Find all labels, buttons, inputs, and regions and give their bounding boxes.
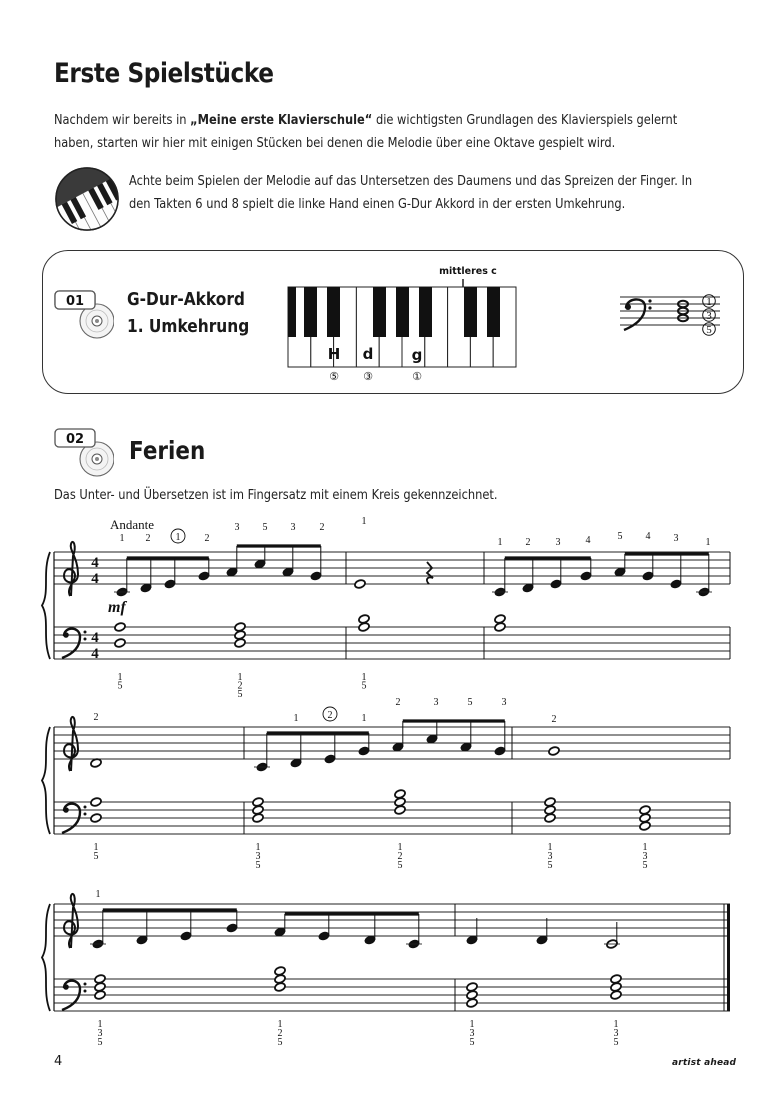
finger-number: 4 (585, 535, 591, 546)
finger-number: 1 (705, 537, 711, 548)
note-head (324, 754, 336, 764)
note-head (466, 982, 478, 992)
finger-number: 1 (706, 296, 712, 308)
time-signature: 4 (91, 555, 99, 571)
chord-title: G-Dur-Akkord (127, 290, 245, 310)
note-head (198, 571, 210, 581)
sheet-music (0, 500, 775, 1055)
finger-number: 5 (361, 680, 367, 692)
finger-number: 2 (525, 537, 531, 548)
finger-number: 5 (613, 1037, 619, 1048)
finger-number: 3 (673, 533, 679, 544)
note-head (310, 571, 322, 581)
note-head (226, 923, 238, 933)
finger-number: 2 (327, 710, 333, 721)
finger-number: 3 (613, 1028, 619, 1039)
finger-number: 3 (706, 310, 712, 322)
bass-clef-icon (63, 807, 69, 813)
tempo-marking: Andante (110, 517, 155, 532)
note-head (164, 579, 176, 589)
chord-staff (620, 290, 725, 340)
finger-number: 3 (469, 1028, 475, 1039)
keyboard-diagram (280, 262, 520, 386)
finger-number: 5 (93, 851, 99, 862)
note-head (180, 931, 192, 941)
intro-text: Nachdem wir bereits in (54, 113, 191, 128)
audio-track-badge[interactable] (54, 290, 114, 342)
system-brace (42, 552, 50, 659)
treble-clef-icon (64, 717, 78, 771)
chord-name (127, 287, 249, 341)
note-head (94, 974, 106, 984)
finger-number: 1 (293, 713, 299, 724)
note-head (114, 638, 126, 648)
note-head (548, 746, 560, 756)
piano-keys-icon (54, 166, 120, 232)
finger-number: 3 (97, 1028, 103, 1039)
note-head (274, 966, 286, 976)
note-head (358, 614, 370, 624)
final-barline (727, 904, 730, 1011)
dynamic-marking: mf (108, 599, 126, 616)
playing-tip (129, 170, 692, 216)
finger-number: 1 (497, 537, 503, 548)
intro-text: die wichtigsten Grundlagen des Klavierspiels gelernt (372, 113, 678, 128)
note-head (670, 579, 682, 589)
finger-number: 1 (117, 672, 123, 683)
time-signature: 4 (91, 571, 99, 587)
finger-number: 5 (237, 689, 243, 700)
note-head (354, 579, 366, 589)
finger-number: 1 (613, 1019, 619, 1030)
finger-number: 2 (204, 533, 210, 544)
finger-number: 2 (277, 1028, 283, 1039)
tip-text: den Takten 6 und 8 spielt die linke Hand einen G-Dur Akkord in der ersten Umkehrung. (129, 197, 626, 212)
middle-c-label: mittleres c (439, 266, 497, 277)
finger-number: 3 (234, 522, 240, 533)
finger-number: 1 (642, 842, 648, 853)
finger-number: 3 (547, 851, 553, 862)
tip-text: Achte beim Spielen der Melodie auf das Untersetzen des Daumens und das Spreizen der Finger. In (129, 174, 693, 189)
track-number: 01 (65, 294, 85, 309)
treble-clef-icon (64, 542, 78, 596)
bass-clef-icon (84, 813, 87, 816)
note-head (318, 931, 330, 941)
finger-number: 5 (547, 860, 553, 871)
note-head (114, 622, 126, 632)
finger-number: 2 (319, 522, 325, 533)
finger-number: 3 (501, 697, 507, 708)
bass-clef-icon (84, 638, 87, 641)
key-label: H (327, 345, 341, 363)
intro-paragraph (54, 109, 677, 155)
finger-number: 5 (617, 531, 623, 542)
note-head (494, 746, 506, 756)
finger-number: 1 (97, 1019, 103, 1030)
key-label: d (362, 345, 374, 363)
page-title: Erste Spielstücke (54, 58, 274, 89)
finger-number: 3 (555, 537, 561, 548)
note-head (639, 805, 651, 815)
finger-number: 2 (551, 714, 557, 725)
finger-number: 2 (145, 533, 151, 544)
finger-number: 5 (97, 1037, 103, 1048)
publisher-logo: artist ahead (672, 1058, 737, 1068)
bass-clef-icon (63, 984, 69, 990)
piece-title: Ferien (129, 436, 206, 465)
finger-number: 1 (175, 532, 181, 543)
finger-number: ⑤ (329, 370, 339, 383)
note-head (358, 746, 370, 756)
finger-number: 2 (237, 680, 243, 692)
track-number: 02 (65, 432, 85, 447)
finger-number: 5 (706, 324, 712, 336)
finger-number: 1 (95, 889, 101, 900)
finger-number: 1 (277, 1019, 283, 1030)
finger-number: 1 (547, 842, 553, 853)
treble-clef-icon (64, 894, 78, 948)
finger-number: 1 (397, 842, 403, 853)
note-head (90, 797, 102, 807)
finger-number: 1 (361, 713, 367, 724)
system-brace (42, 904, 50, 1011)
finger-number: 1 (237, 672, 243, 683)
note-head (394, 789, 406, 799)
fingering-note: Das Unter- und Übersetzen ist im Fingersatz mit einem Kreis gekennzeichnet. (54, 488, 498, 503)
finger-number: 1 (469, 1019, 475, 1030)
finger-number: 1 (361, 516, 367, 527)
finger-number: 3 (642, 851, 648, 862)
note-head (90, 813, 102, 823)
quarter-rest-icon (427, 562, 433, 584)
bass-clef-icon (84, 806, 87, 809)
bass-clef-icon (84, 631, 87, 634)
book-reference: „Meine erste Klavierschule“ (190, 113, 373, 128)
note-head (550, 579, 562, 589)
finger-number: 1 (255, 842, 261, 853)
bass-clef-icon (63, 632, 69, 638)
finger-number: 2 (397, 851, 403, 862)
time-signature: 4 (91, 630, 99, 646)
finger-number: 2 (93, 712, 99, 723)
system-brace (42, 727, 50, 834)
finger-number: ③ (363, 370, 373, 383)
finger-number: 2 (395, 697, 401, 708)
finger-number: 5 (277, 1037, 283, 1048)
finger-number: 3 (255, 851, 261, 862)
note-head (234, 622, 246, 632)
finger-number: 1 (93, 842, 99, 853)
chord-inversion: 1. Umkehrung (127, 317, 250, 337)
time-signature: 4 (91, 646, 99, 662)
note-head (252, 797, 264, 807)
finger-number: 5 (397, 860, 403, 871)
bass-clef-icon (84, 983, 87, 986)
finger-number: 4 (645, 531, 651, 542)
finger-number: 3 (290, 522, 296, 533)
finger-number: 1 (361, 672, 367, 683)
finger-number: 5 (467, 697, 473, 708)
intro-text: haben, starten wir hier mit einigen Stücken bei denen die Melodie über eine Oktave gespielt wird. (54, 136, 616, 151)
key-label: g (411, 346, 423, 364)
note-head (544, 797, 556, 807)
note-head (610, 974, 622, 984)
finger-number: 5 (642, 860, 648, 871)
finger-number: 3 (433, 697, 439, 708)
page-number: 4 (54, 1054, 63, 1069)
note-head (580, 571, 592, 581)
note-head (642, 571, 654, 581)
finger-number: ① (412, 370, 422, 383)
finger-number: 5 (255, 860, 261, 871)
finger-number: 5 (117, 680, 123, 692)
finger-number: 5 (262, 522, 268, 533)
note-head (494, 614, 506, 624)
finger-number: 5 (469, 1037, 475, 1048)
bass-clef-icon (84, 990, 87, 993)
finger-number: 1 (119, 533, 125, 544)
audio-track-badge[interactable] (54, 428, 114, 480)
